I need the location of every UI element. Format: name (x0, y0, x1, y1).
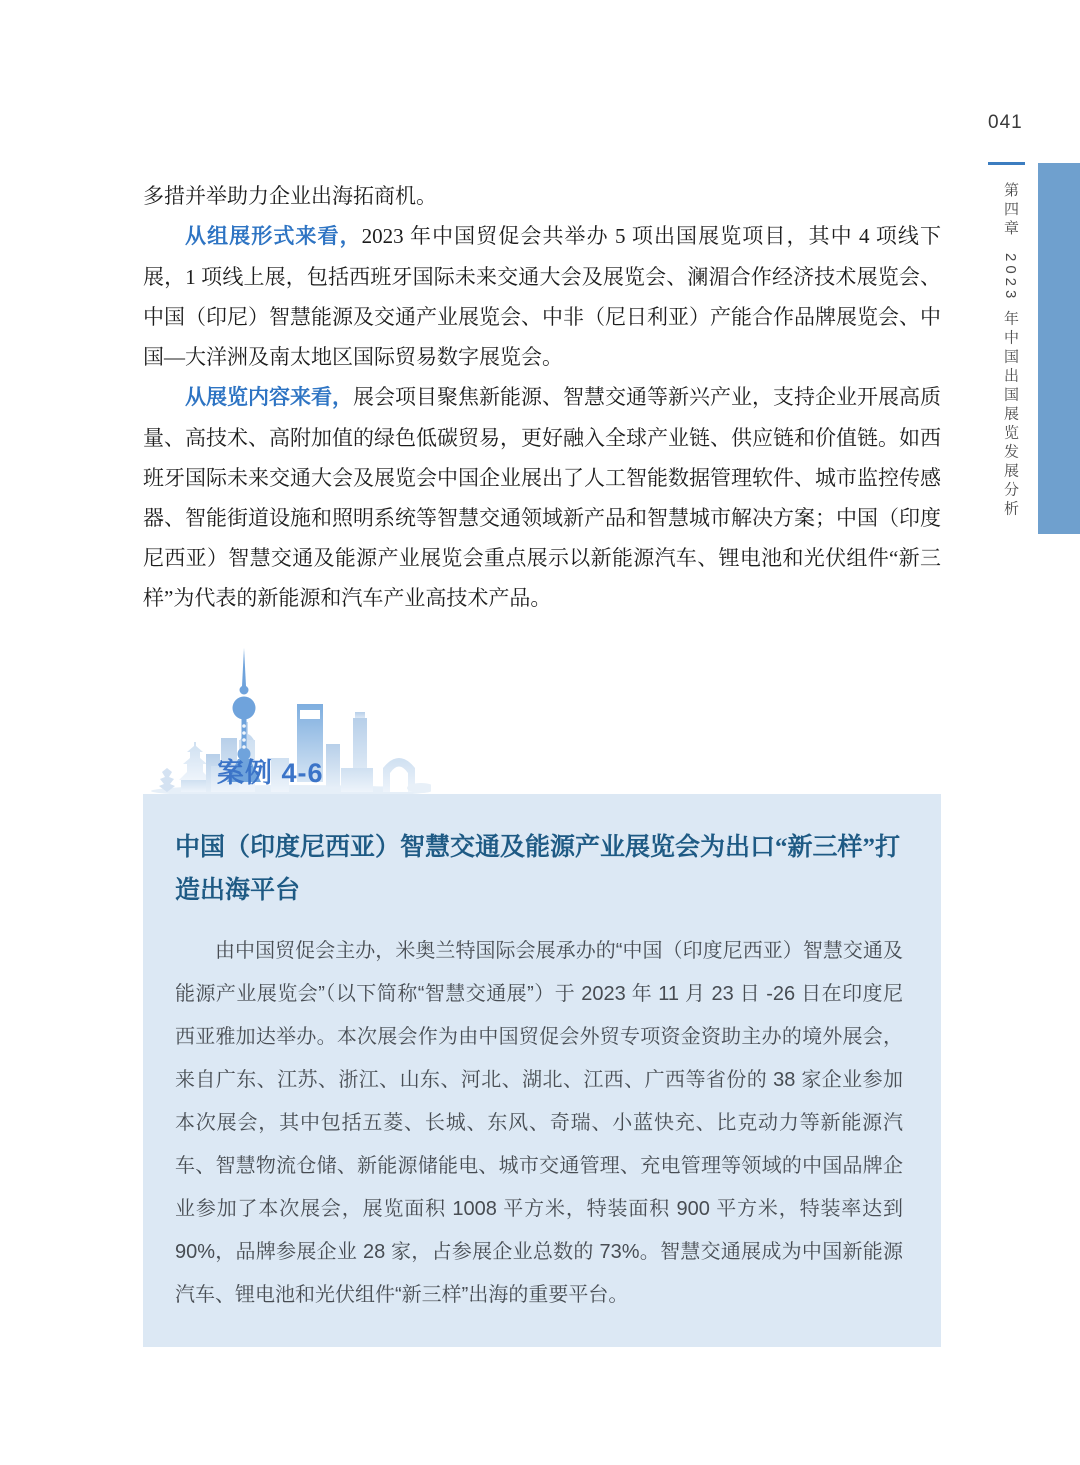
paragraph-organization-form (143, 216, 941, 377)
case-header (143, 646, 941, 794)
intro-fragment-paragraph: 多措并举助力企业出海拓商机。 (143, 184, 437, 208)
chapter-number: 第四章 (1002, 182, 1019, 239)
main-text-column (143, 176, 941, 1347)
paragraph-lead-in: 从展览内容来看， (185, 386, 353, 409)
margin-rule (988, 162, 1025, 165)
case-label: 案例 4-6 (217, 758, 324, 788)
paragraph-lead-in: 从组展形式来看， (185, 225, 362, 248)
case-body-text: 由中国贸促会主办，米奥兰特国际会展承办的“中国（印度尼西亚）智慧交通及能源产业展览会”（以下简称“智慧交通展”）于 2023 年 11 月 23 日 -26 日在印度尼西亚雅加达举办。本次展会作为由中国贸促会外贸专项资金资助主办的境外展会，来自广东、江苏、浙江、山东、河北、湖北、江西、广西等省份的 38 家企业参加本次展会，其中包括五菱、长城、东风、奇瑞、小蓝快充、比克动力等新能源汽车、智慧物流仓储、新能源储能电、城市交通管理、充电管理等领域的中国品牌企业参加了本次展会，展览面积 1008 平方米，特装面积 900 平方米，特装率达到 90%，品牌参展企业 28 家，占参展企业总数的 73%。智慧交通展成为中国新能源汽车、锂电池和光伏组件“新三样”出海的重要平台。 (175, 940, 903, 1306)
chapter-title: 2023 年中国出国展览发展分析 (1002, 253, 1019, 520)
page-number: 041 (988, 112, 1023, 133)
case-study-box (143, 794, 941, 1347)
paragraph-exhibition-content (143, 377, 941, 618)
paragraph-text: 2023 年中国贸促会共举办 5 项出国展览项目，其中 4 项线下展，1 项线上展，包括西班牙国际未来交通大会及展览会、澜湄合作经济技术展览会、中国（印尼）智慧能源及交通产业展览会、中非（尼日利亚）产能合作品牌展览会、中国—大洋洲及南太地区国际贸易数字展览会。 (143, 224, 942, 369)
paragraph-text: 展会项目聚焦新能源、智慧交通等新兴产业，支持企业开展高质量、高技术、高附加值的绿色低碳贸易，更好融入全球产业链、供应链和价值链。如西班牙国际未来交通大会及展览会中国企业展出了人工智能数据管理软件、城市监控传感器、智能街道设施和照明系统等智慧交通领域新产品和智慧城市解决方案；中国（印度尼西亚）智慧交通及能源产业展览会重点展示以新能源汽车、锂电池和光伏组件“新三样”为代表的新能源和汽车产业高技术产品。 (143, 385, 941, 610)
case-title: 中国（印度尼西亚）智慧交通及能源产业展览会为出口“新三样”打造出海平台 (175, 834, 901, 904)
chapter-color-bar (1038, 163, 1080, 534)
chapter-running-head (1000, 182, 1021, 542)
